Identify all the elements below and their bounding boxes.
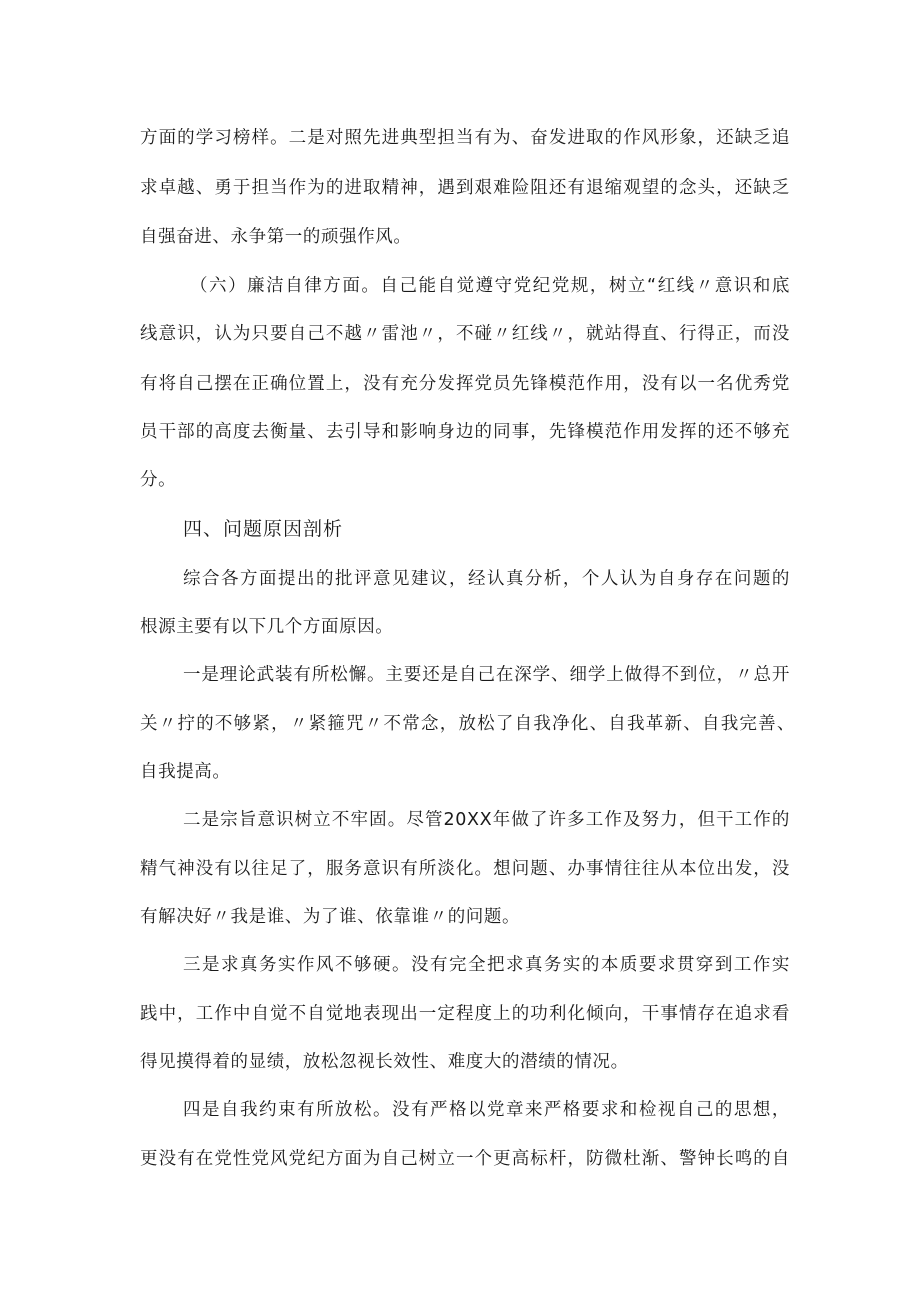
paragraph-line: 分。 bbox=[140, 470, 177, 490]
paragraph-line: 方面的学习榜样。二是对照先进典型担当有为、奋发进取的作风形象，还缺乏追 bbox=[140, 128, 790, 148]
paragraph-line: 四是自我约束有所放松。没有严格以党章来严格要求和检视自己的思想， bbox=[183, 1100, 790, 1120]
paragraph-line: 践中，工作中自觉不自觉地表现出一定程度上的功利化倾向，干事情存在追求看 bbox=[140, 1004, 790, 1024]
paragraph-line: 综合各方面提出的批评意见建议，经认真分析，个人认为自身存在问题的 bbox=[183, 569, 790, 589]
paragraph-line: 更没有在党性党风党纪方面为自己树立一个更高标杆，防微杜渐、警钟长鸣的自 bbox=[140, 1149, 790, 1169]
paragraph-line: 员干部的高度去衡量、去引导和影响身边的同事，先锋模范作用发挥的还不够充 bbox=[140, 422, 790, 442]
paragraph-line: 二是宗旨意识树立不牢固。尽管20XX年做了许多工作及努力，但干工作的 bbox=[183, 810, 790, 830]
section-heading: 四、问题原因剖析 bbox=[183, 518, 344, 540]
paragraph-line: 得见摸得着的显绩，放松忽视长效性、难度大的潜绩的情况。 bbox=[140, 1052, 629, 1072]
paragraph-line: 有将自己摆在正确位置上，没有充分发挥党员先锋模范作用，没有以一名优秀党 bbox=[140, 374, 790, 394]
paragraph-line: 精气神没有以往足了，服务意识有所淡化。想问题、办事情往往从本位出发，没 bbox=[140, 859, 790, 879]
paragraph-line: 自强奋进、永争第一的顽强作风。 bbox=[140, 227, 412, 247]
paragraph-line: 有解决好〃我是谁、为了谁、依靠谁〃的问题。 bbox=[140, 907, 521, 927]
paragraph-line: 自我提高。 bbox=[140, 762, 231, 782]
paragraph-line: 线意识，认为只要自己不越〃雷池〃，不碰〃红线〃，就站得直、行得正，而没 bbox=[140, 324, 790, 344]
paragraph-line: 根源主要有以下几个方面原因。 bbox=[140, 617, 394, 637]
paragraph-line: 一是理论武装有所松懈。主要还是自己在深学、细学上做得不到位，〃总开 bbox=[183, 665, 790, 685]
paragraph-line: 求卓越、勇于担当作为的进取精神，遇到艰难险阻还有退缩观望的念头，还缺乏 bbox=[140, 178, 790, 198]
paragraph-line: 关〃拧的不够紧，〃紧箍咒〃不常念，放松了自我净化、自我革新、自我完善、 bbox=[140, 714, 795, 734]
paragraph-line: （六）廉洁自律方面。自己能自觉遵守党纪党规，树立“红线〃意识和底 bbox=[190, 276, 790, 296]
paragraph-line: 三是求真务实作风不够硬。没有完全把求真务实的本质要求贯穿到工作实 bbox=[183, 955, 790, 975]
